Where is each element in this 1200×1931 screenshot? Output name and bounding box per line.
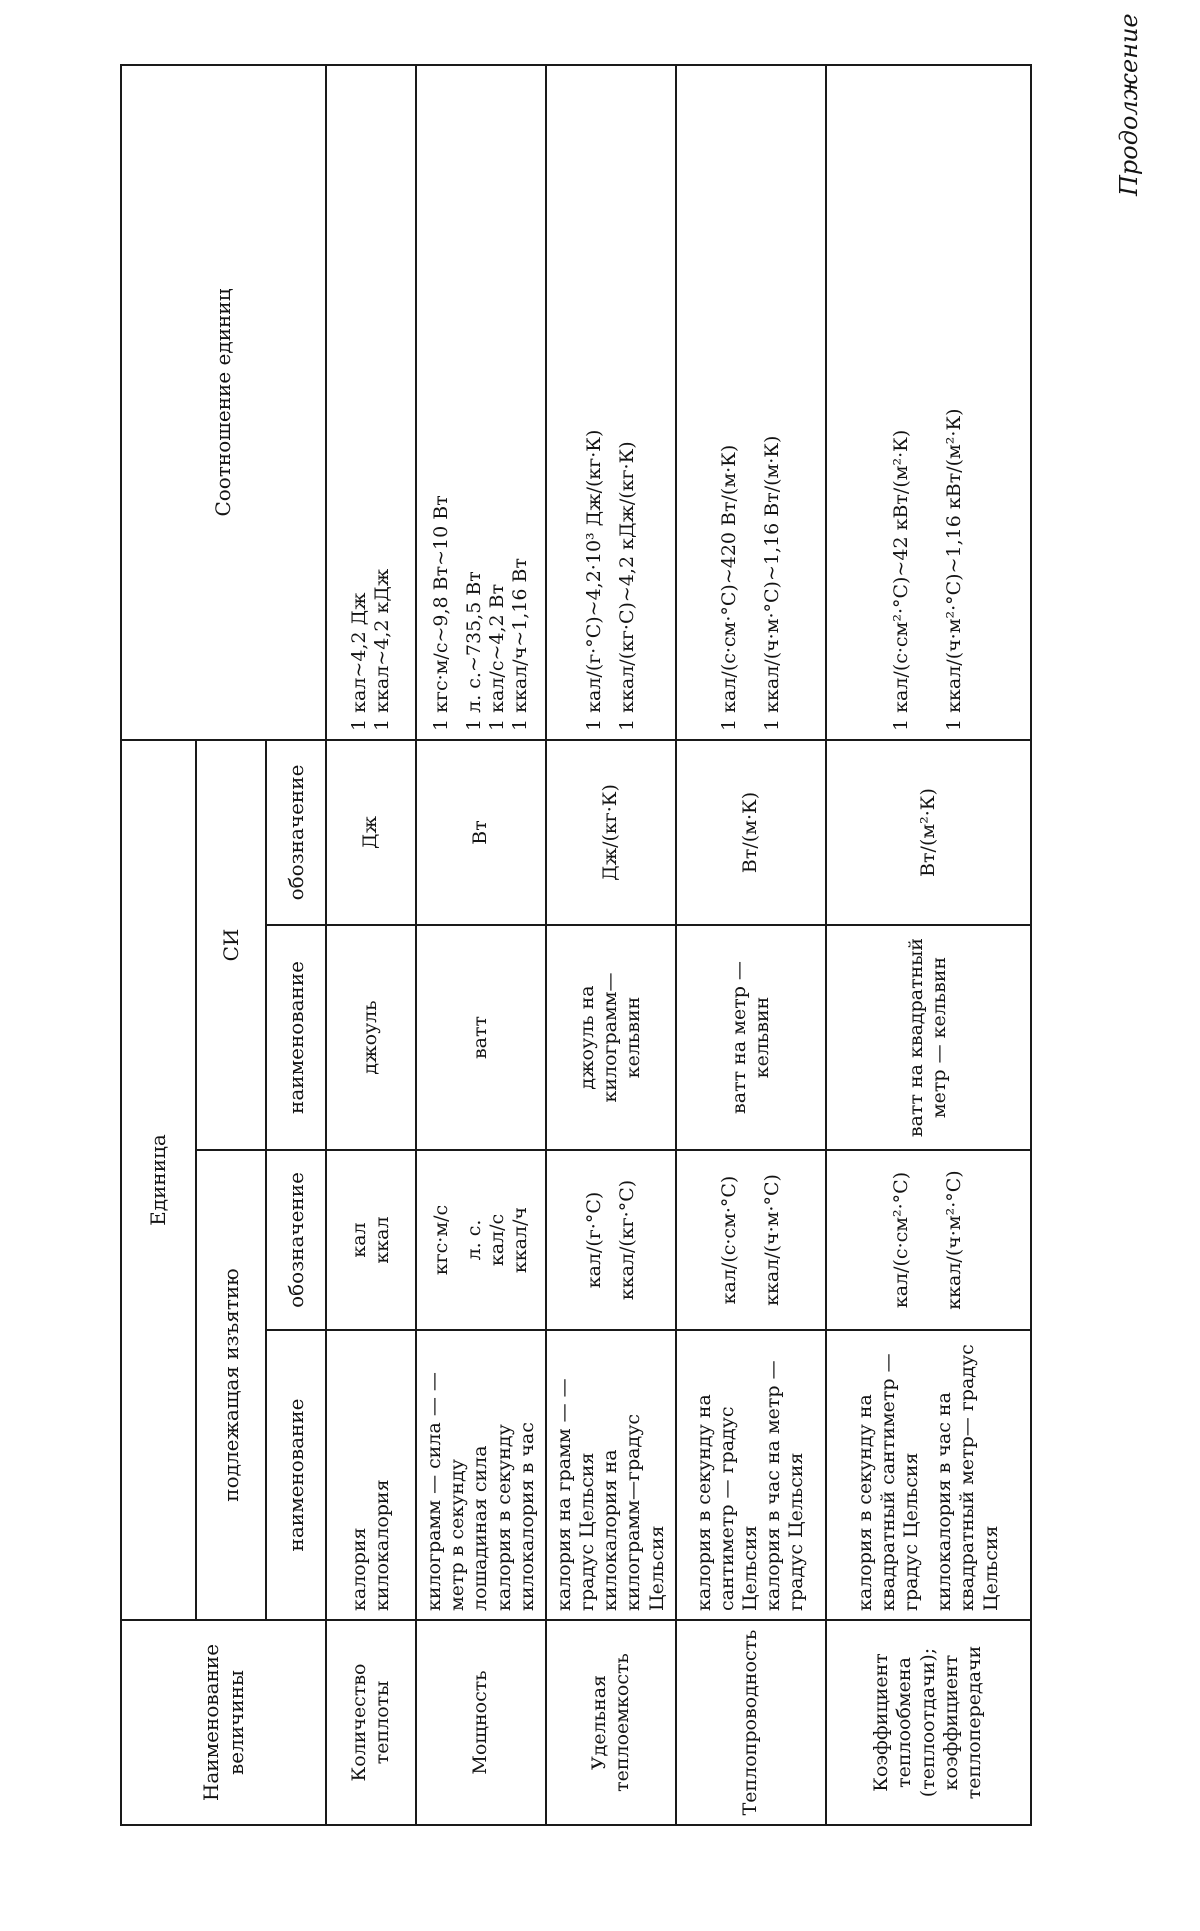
table-row [826, 65, 1031, 1825]
si-symbol-cell: Вт [416, 740, 546, 925]
header-old-symbol: обозначение [266, 1150, 326, 1330]
old-symbol-cell: кал/(с·см·°С) ккал/(ч·м·°С) [676, 1150, 826, 1330]
si-name-cell: ватт на метр — кельвин [676, 925, 826, 1150]
header-withdrawn: подлежащая изъятию [196, 1150, 266, 1620]
si-symbol-cell: Дж [326, 740, 416, 925]
quantity-cell: Теплопроводность [676, 1620, 826, 1825]
quantity-cell: Удельная теплоемкость [546, 1620, 676, 1825]
header-si-name: наименование [266, 925, 326, 1150]
table-row [326, 65, 416, 1825]
header-si: СИ [196, 740, 266, 1150]
si-symbol-cell: Вт/(м²·К) [826, 740, 1031, 925]
table-row [416, 65, 546, 1825]
table-row [546, 65, 676, 1825]
header-si-symbol: обозначение [266, 740, 326, 925]
si-name-cell: ватт на квадратный метр — кельвин [826, 925, 1031, 1150]
units-table [120, 64, 1032, 1826]
relation-cell: 1 кал/(с·см·°С)~420 Вт/(м·К) 1 ккал/(ч·м·°С)~1,16 Вт/(м·К) [676, 65, 826, 740]
old-name-cell: калория в секунду на квадратный сантиметр — градус Цельсия килокалория в час на квадратный метр— градус Цельсия [826, 1330, 1031, 1620]
si-name-cell: джоуль на килограмм— кельвин [546, 925, 676, 1150]
table-row [676, 65, 826, 1825]
relation-cell: 1 кал~4,2 Дж 1 ккал~4,2 кДж [326, 65, 416, 740]
quantity-cell: Мощность [416, 1620, 546, 1825]
si-symbol-cell: Дж/(кг·К) [546, 740, 676, 925]
old-name-cell: калория на грамм — —градус Цельсия килокалория на килограмм—градус Цельсия [546, 1330, 676, 1620]
relation-cell: 1 кгс·м/с~9,8 Вт~10 Вт 1 л. с.~735,5 Вт 1 кал/с~4,2 Вт 1 ккал/ч~1,16 Вт [416, 65, 546, 740]
header-old-name: наименование [266, 1330, 326, 1620]
header-relation: Соотношение единиц [121, 65, 326, 740]
si-name-cell: ватт [416, 925, 546, 1150]
old-symbol-cell: кал/(г·°С) ккал/(кг·°С) [546, 1150, 676, 1330]
quantity-cell: Коэффициент теплообмена (теплоотдачи); коэффициент теплопередачи [826, 1620, 1031, 1825]
si-symbol-cell: Вт/(м·К) [676, 740, 826, 925]
quantity-cell: Количество теплоты [326, 1620, 416, 1825]
old-name-cell: калория в секунду на сантиметр — градус Цельсия калория в час на метр — градус Цельсия [676, 1330, 826, 1620]
old-name-cell: калория килокалория [326, 1330, 416, 1620]
old-symbol-cell: кал ккал [326, 1150, 416, 1330]
old-name-cell: килограмм — сила — — метр в секунду лошадиная сила калория в секунду килокалория в час [416, 1330, 546, 1620]
old-symbol-cell: кгс·м/с л. с. кал/с ккал/ч [416, 1150, 546, 1330]
relation-cell: 1 кал/(г·°С)~4,2·10³ Дж/(кг·К) 1 ккал/(кг·С)~4,2 кДж/(кг·К) [546, 65, 676, 740]
continuation-label: Продолжение [1115, 13, 1143, 196]
relation-cell: 1 кал/(с·см²·°С)~42 кВт/(м²·К) 1 ккал/(ч·м²·°С)~1,16 кВт/(м²·К) [826, 65, 1031, 740]
header-quantity: Наименование величины [121, 1620, 326, 1825]
header-unit: Единица [121, 740, 196, 1620]
old-symbol-cell: кал/(с·см²·°С) ккал/(ч·м²·°С) [826, 1150, 1031, 1330]
si-name-cell: джоуль [326, 925, 416, 1150]
